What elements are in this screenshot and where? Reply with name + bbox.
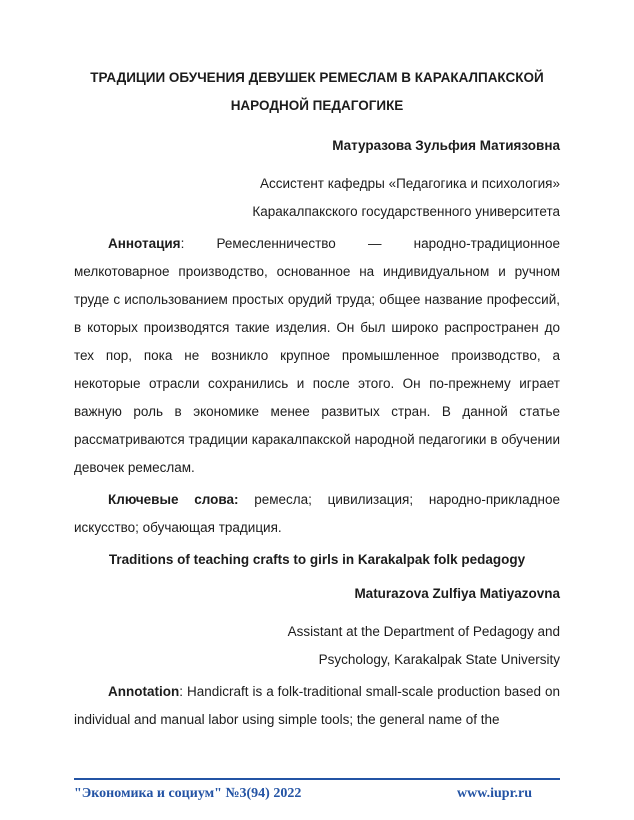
journal-website-link[interactable]: www.iupr.ru bbox=[457, 786, 532, 801]
keywords-ru bbox=[74, 486, 560, 542]
page-footer bbox=[74, 778, 560, 802]
author-name-ru: Матуразова Зульфия Матиязовна bbox=[332, 138, 560, 153]
affiliation-en-line1: Assistant at the Department of Pedagogy and bbox=[287, 624, 560, 639]
annotation-ru-text: : Ремесленничество — народно-традиционное мелкотоварное производство, основанное на индивидуальном и ручном труде с использованием простых орудий труда; общее название профессий, в которых производятся такие изделия. Он был широко распространен до тех пор, пока не возникло крупное промышленное производство, а некоторые отрасли сохранились и после этого. Он по-прежнему играет важную роль в экономике менее развитых стран. В данной статье рассматриваются традиции каракалпакской народной педагогики в обучении девочек ремеслам. bbox=[74, 236, 560, 475]
article-title-en: Traditions of teaching crafts to girls in Karakalpak folk pedagogy bbox=[108, 552, 526, 567]
journal-name: "Экономика и социум" №3(94) 2022 bbox=[74, 786, 302, 801]
annotation-en-text: : Handicraft is a folk-traditional small-scale production based on individual and manual labor using simple tools; the general name of the bbox=[74, 684, 560, 727]
author-name-en: Maturazova Zulfiya Matiyazovna bbox=[354, 586, 560, 601]
article-title-ru: ТРАДИЦИИ ОБУЧЕНИЯ ДЕВУШЕК РЕМЕСЛАМ В КАРАКАЛПАКСКОЙ НАРОДНОЙ ПЕДАГОГИКЕ bbox=[90, 70, 544, 113]
annotation-ru bbox=[74, 230, 560, 482]
annotation-ru-label: Аннотация bbox=[108, 236, 181, 251]
keywords-ru-text: ремесла; цивилизация; народно-прикладное искусство; обучающая традиция. bbox=[74, 492, 560, 535]
affiliation-ru-line1: Ассистент кафедры «Педагогика и психология» bbox=[260, 176, 560, 191]
affiliation-en-line2: Psychology, Karakalpak State University bbox=[318, 652, 560, 667]
annotation-en bbox=[74, 678, 560, 734]
annotation-en-label: Annotation bbox=[108, 684, 180, 699]
keywords-ru-label: Ключевые слова: bbox=[108, 492, 239, 507]
affiliation-ru-line2: Каракалпакского государственного университета bbox=[252, 204, 560, 219]
